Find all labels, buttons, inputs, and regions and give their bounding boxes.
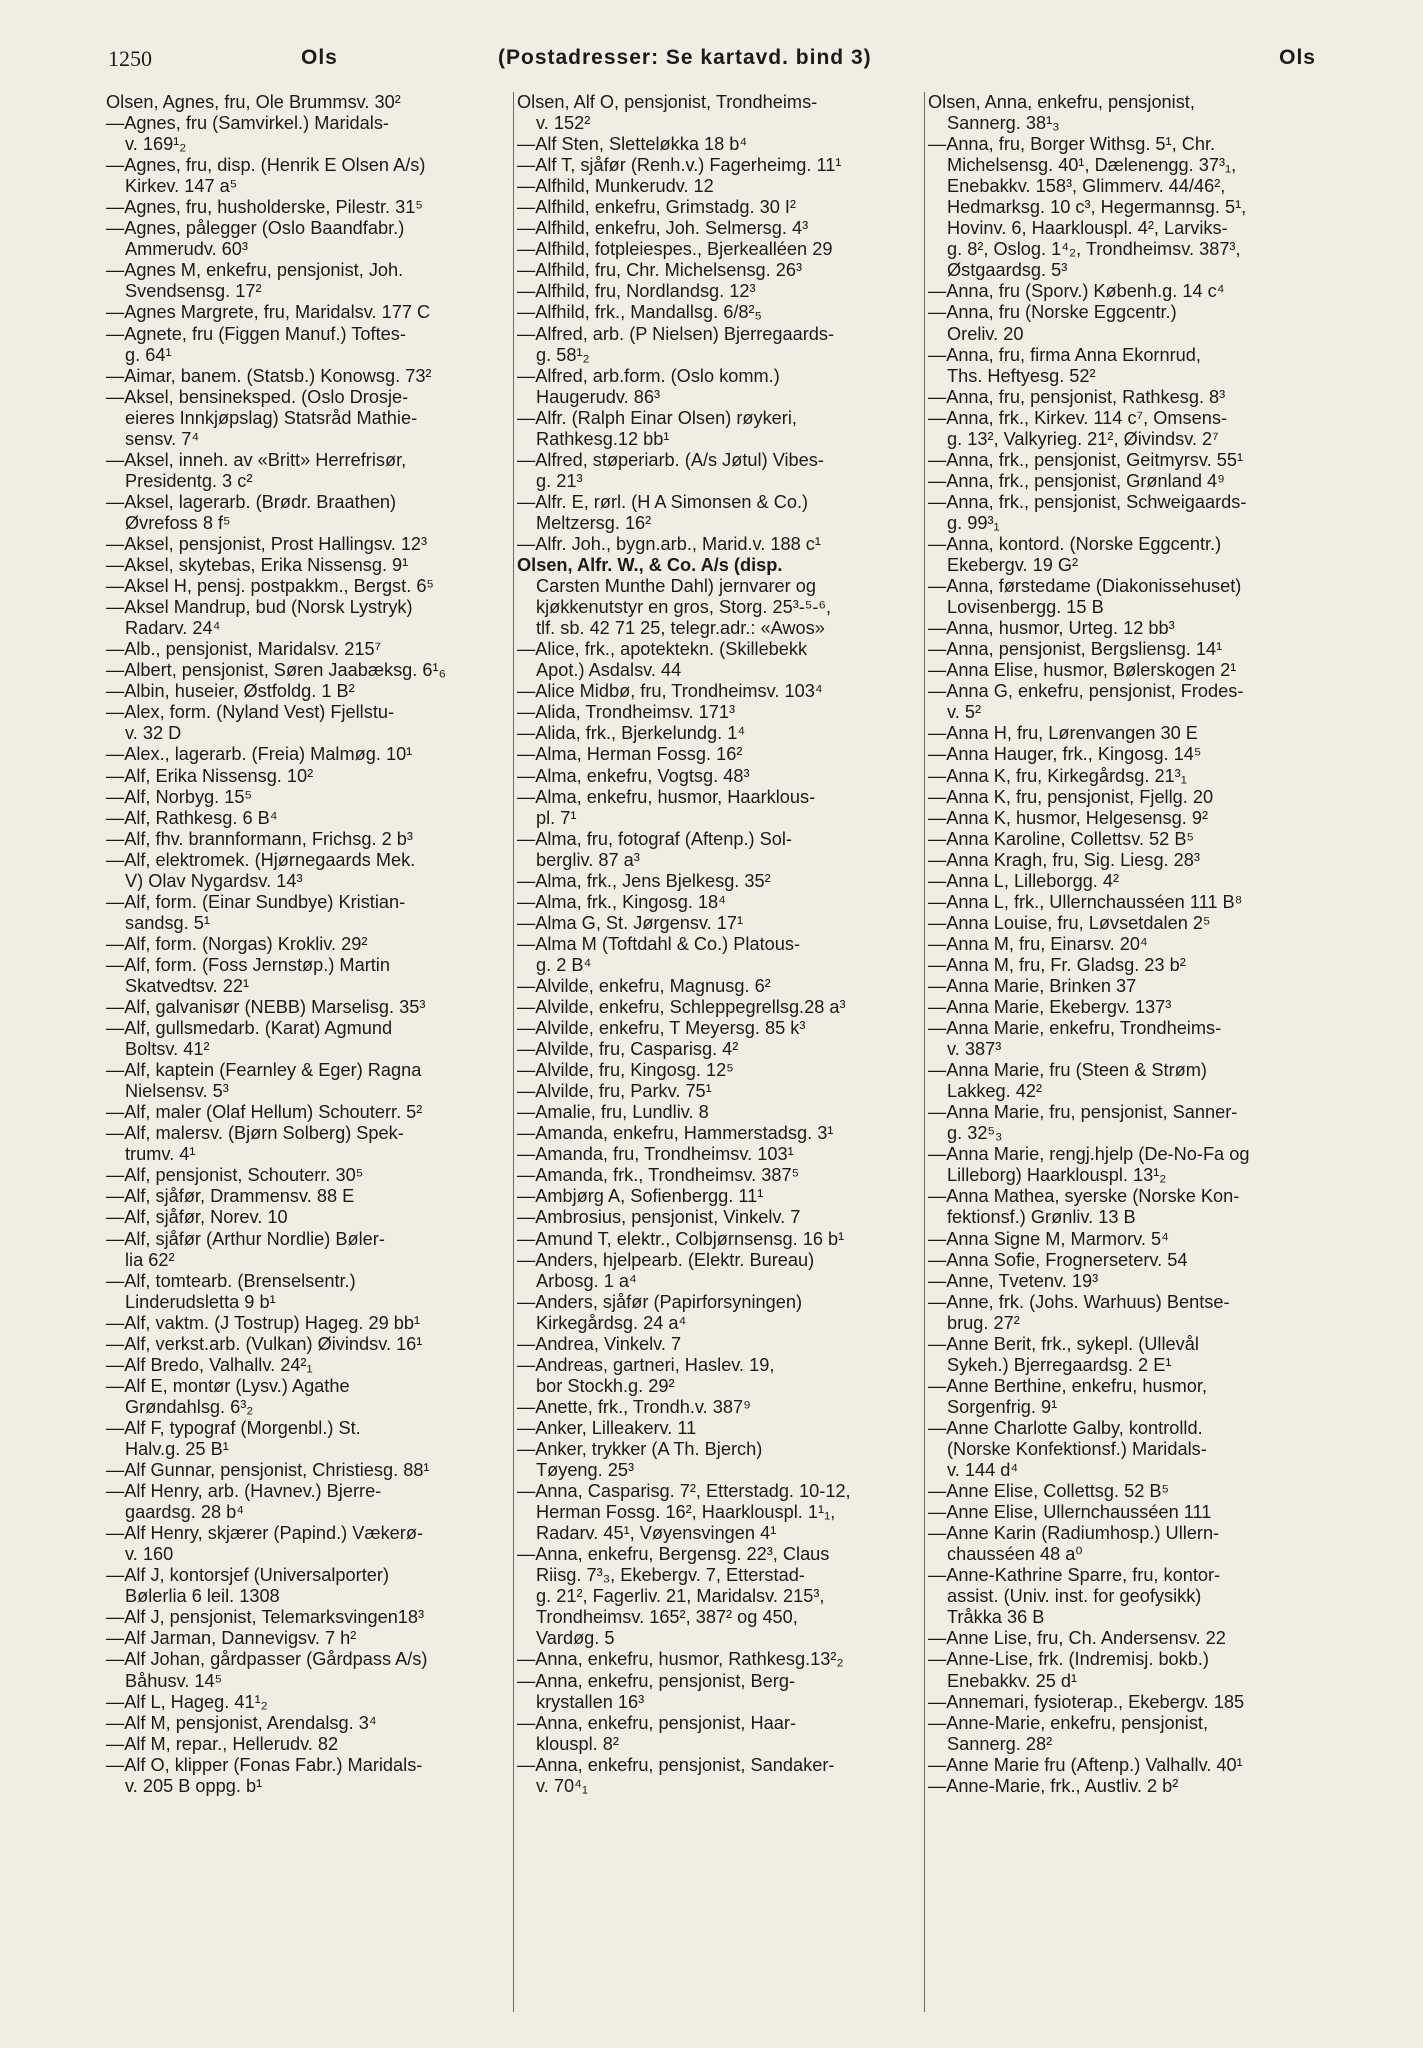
entry-continuation-line: fektionsf.) Grønliv. 13 B — [947, 1207, 1136, 1228]
entry-continuation-line: krystallen 16³ — [536, 1691, 645, 1712]
entry-continuation-line: Hovinv. 6, Haarklouspl. 4², Larviks- — [947, 218, 1228, 239]
directory-entry: —Alf Gunnar, pensjonist, Christiesg. 88¹ — [106, 1460, 430, 1481]
directory-entry: —Anna, fru, Borger Withsg. 5¹, Chr. — [928, 134, 1216, 155]
entry-continuation-line: V) Olav Nygardsv. 14³ — [125, 870, 303, 891]
entry-continuation-line: Meltzersg. 16² — [536, 512, 652, 533]
entry-continuation-line: Haugerudv. 86³ — [536, 386, 661, 407]
entry-continuation-line: v. 5² — [947, 702, 982, 723]
directory-entry: —Alf, sjåfør, Drammensv. 88 E — [106, 1186, 355, 1207]
directory-entry: —Ambjørg A, Sofienbergg. 11¹ — [517, 1186, 764, 1207]
directory-entry: —Alf, form. (Einar Sundbye) Kristian- — [106, 891, 406, 912]
entry-continuation-line: g. 99³₁ — [947, 512, 1000, 533]
directory-entry: —Alfhild, frk., Mandallsg. 6/8²₅ — [517, 302, 762, 323]
entry-continuation-line: Trondheimsv. 165², 387² og 450, — [536, 1607, 798, 1628]
directory-entry: —Alice Midbø, fru, Trondheimsv. 103⁴ — [517, 681, 823, 702]
directory-entry: —Anna Karoline, Collettsv. 52 B⁵ — [928, 828, 1195, 849]
directory-entry: —Aksel, pensjonist, Prost Hallingsv. 12³ — [106, 533, 428, 554]
directory-entry: —Alfhild, enkefru, Grimstadg. 30 I² — [517, 197, 796, 218]
directory-entry: —Alf J, kontorsjef (Universalporter) — [106, 1565, 389, 1586]
entry-continuation-line: Bølerlia 6 leil. 1308 — [125, 1586, 280, 1607]
entry-continuation-line: sensv. 7⁴ — [125, 428, 200, 449]
directory-entry: —Anders, hjelpearb. (Elektr. Bureau) — [517, 1249, 815, 1270]
directory-entry: —Alf, sjåfør, Norev. 10 — [106, 1207, 288, 1228]
directory-entry: —Anne-Kathrine Sparre, fru, kontor- — [928, 1565, 1221, 1586]
entry-continuation-line: Svendsensg. 17² — [125, 281, 262, 302]
directory-entry: —Aksel Mandrup, bud (Norsk Lystryk) — [106, 597, 413, 618]
directory-entry: —Amanda, frk., Trondheimsv. 387⁵ — [517, 1165, 800, 1186]
directory-entry: —Alf E, montør (Lysv.) Agathe — [106, 1375, 350, 1396]
directory-entry: —Alvilde, enkefru, Magnusg. 6² — [517, 975, 771, 996]
entry-continuation-line: Lakkeg. 42² — [947, 1081, 1043, 1102]
directory-entry: —Anna, frk., pensjonist, Geitmyrsv. 55¹ — [928, 449, 1244, 470]
column-1 — [106, 92, 510, 2022]
entry-continuation-line: g. 21³ — [536, 470, 583, 491]
directory-entry: —Alf T, sjåfør (Renh.v.) Fagerheimg. 11¹ — [517, 155, 842, 176]
directory-entry: —Alma, enkefru, Vogtsg. 48³ — [517, 765, 750, 786]
entry-continuation-line: Sannerg. 38¹₃ — [947, 113, 1060, 134]
entry-continuation-line: g. 58¹₂ — [536, 344, 590, 365]
entry-continuation-line: (Norske Konfektionsf.) Maridals- — [947, 1439, 1207, 1459]
entry-continuation-line: v. 387³ — [947, 1039, 1002, 1060]
directory-entry: —Anna, frk., pensjonist, Grønland 4⁹ — [928, 470, 1225, 491]
directory-entry: —Alf J, pensjonist, Telemarksvingen18³ — [106, 1607, 425, 1628]
directory-entry: —Alf, fhv. brannformann, Frichsg. 2 b³ — [106, 828, 413, 849]
directory-entry: —Alf, pensjonist, Schouterr. 30⁵ — [106, 1165, 364, 1186]
entry-continuation-line: v. 169¹₂ — [125, 134, 187, 155]
directory-entry: —Amanda, enkefru, Hammerstadsg. 3¹ — [517, 1123, 834, 1144]
entry-continuation-line: Sykeh.) Bjerregaardsg. 2 E¹ — [947, 1354, 1172, 1375]
entry-continuation-line: Båhusv. 14⁵ — [125, 1670, 223, 1691]
directory-entry: —Anna Marie, rengj.hjelp (De-No-Fa og — [928, 1144, 1250, 1165]
directory-entry: —Alvilde, enkefru, Schleppegrellsg.28 a³ — [517, 997, 846, 1018]
directory-entry: —Anne Lise, fru, Ch. Andersensv. 22 — [928, 1628, 1226, 1649]
entry-continuation-line: Linderudsletta 9 b¹ — [125, 1291, 276, 1312]
entry-continuation-line: Østgaardsg. 5³ — [947, 260, 1068, 281]
directory-entry: —Alf F, typograf (Morgenbl.) St. — [106, 1417, 361, 1438]
directory-entry: —Alfhild, enkefru, Joh. Selmersg. 4³ — [517, 218, 809, 239]
directory-entry: —Alfr. Joh., bygn.arb., Marid.v. 188 c¹ — [517, 533, 821, 554]
directory-entry: —Anna, fru (Norske Eggcentr.) — [928, 302, 1177, 323]
entry-continuation-line: lia 62² — [125, 1249, 175, 1270]
directory-entry: —Alma, frk., Kingosg. 18⁴ — [517, 891, 726, 912]
directory-entry: —Alf, malersv. (Bjørn Solberg) Spek- — [106, 1123, 404, 1144]
entry-continuation-line: v. 205 B oppg. b¹ — [125, 1775, 263, 1796]
entry-continuation-line: eieres Innkjøpslag) Statsråd Mathie- — [125, 407, 418, 428]
directory-entry: —Alfr. (Ralph Einar Olsen) røykeri, — [517, 407, 797, 428]
directory-entry: —Anna L, frk., Ullernchausséen 111 B⁸ — [928, 891, 1243, 912]
entry-continuation-line: bergliv. 87 a³ — [536, 849, 640, 870]
directory-entry: —Anne Elise, Collettsg. 52 B⁵ — [928, 1481, 1170, 1502]
directory-entry: —Anette, frk., Trondh.v. 387⁹ — [517, 1396, 751, 1417]
entry-continuation-line: v. 70⁴₁ — [536, 1775, 589, 1796]
entry-continuation-line: v. 152² — [536, 113, 591, 134]
directory-entry: —Aimar, banem. (Statsb.) Konowsg. 73² — [106, 365, 432, 386]
directory-entry: —Anna M, fru, Fr. Gladsg. 23 b² — [928, 954, 1186, 975]
entry-continuation-line: kjøkkenutstyr en gros, Storg. 25³-⁵-⁶, — [536, 597, 832, 618]
directory-entry: —Andreas, gartneri, Haslev. 19, — [517, 1354, 775, 1375]
page-number: 1250 — [108, 46, 152, 71]
directory-entry: —Alf Johan, gårdpasser (Gårdpass A/s) — [106, 1649, 428, 1670]
directory-entry: —Alf, form. (Foss Jernstøp.) Martin — [106, 954, 390, 975]
entry-continuation-line: Skatvedtsv. 22¹ — [125, 975, 249, 996]
directory-entry: —Agnes, fru, husholderske, Pilestr. 31⁵ — [106, 197, 423, 218]
directory-entry: Olsen, Anna, enkefru, pensjonist, — [928, 92, 1195, 112]
entry-continuation-line: g. 32⁵₃ — [947, 1123, 1003, 1144]
directory-entry: —Alf Sten, Sletteløkka 18 b⁴ — [517, 134, 748, 155]
header-keyword-right: Ols — [1279, 46, 1316, 69]
directory-entry: —Alma, fru, fotograf (Aftenp.) Sol- — [517, 828, 792, 849]
directory-entry: —Alf Henry, arb. (Havnev.) Bjerre- — [106, 1481, 382, 1502]
directory-entry: —Anne Berit, frk., sykepl. (Ullevål — [928, 1333, 1199, 1354]
directory-entry: —Alfred, arb. (P Nielsen) Bjerregaards- — [517, 323, 835, 344]
directory-entry: —Anna, enkefru, pensjonist, Berg- — [517, 1670, 796, 1691]
entry-continuation-line: Hedmarksg. 10 c³, Hegermannsg. 5¹, — [947, 197, 1247, 218]
entry-continuation-line: Oreliv. 20 — [947, 323, 1024, 344]
directory-entry: —Alf M, pensjonist, Arendalsg. 3⁴ — [106, 1712, 377, 1733]
directory-entry: —Anna, fru, pensjonist, Rathkesg. 8³ — [928, 386, 1226, 407]
directory-entry: —Alice, frk., apotektekn. (Skillebekk — [517, 639, 808, 660]
directory-entry: —Alf, maler (Olaf Hellum) Schouterr. 5² — [106, 1102, 423, 1123]
column-2 — [517, 92, 921, 2022]
directory-entry: —Anna, enkefru, pensjonist, Haar- — [517, 1712, 797, 1733]
directory-entry: —Alma M (Toftdahl & Co.) Platous- — [517, 933, 801, 954]
directory-entry: —Anker, trykker (A Th. Bjerch) — [517, 1439, 763, 1459]
directory-entry: —Alf, form. (Norgas) Krokliv. 29² — [106, 933, 368, 954]
entry-continuation-line: Radarv. 24⁴ — [125, 618, 221, 639]
directory-entry: —Agnete, fru (Figgen Manuf.) Toftes- — [106, 323, 406, 344]
directory-entry: Olsen, Alf O, pensjonist, Trondheims- — [517, 92, 818, 112]
entry-continuation-line: Grøndahlsg. 6³₂ — [125, 1396, 254, 1417]
directory-entry: —Alfred, støperiarb. (A/s Jøtul) Vibes- — [517, 449, 824, 470]
directory-entry: —Alf, galvanisør (NEBB) Marselisg. 35³ — [106, 997, 426, 1018]
directory-entry: —Anna Marie, fru, pensjonist, Sanner- — [928, 1102, 1238, 1123]
directory-entry: —Anna Marie, Ekebergv. 137³ — [928, 997, 1172, 1018]
header-keyword-left: Ols — [301, 46, 338, 69]
header-postal-note: (Postadresser: Se kartavd. bind 3) — [498, 46, 872, 69]
entry-continuation-line: v. 144 d⁴ — [947, 1460, 1019, 1481]
directory-entry: —Anna Signe M, Marmorv. 5⁴ — [928, 1228, 1169, 1249]
entry-continuation-line: g. 64¹ — [125, 344, 172, 365]
directory-entry: —Anne Charlotte Galby, kontrolld. — [928, 1417, 1203, 1438]
entry-continuation-line: Kirkev. 147 a⁵ — [125, 176, 238, 197]
directory-entry: —Anna, fru, firma Anna Ekornrud, — [928, 344, 1201, 365]
directory-entry: —Anne, Tvetenv. 19³ — [928, 1270, 1099, 1291]
directory-entry: —Albert, pensjonist, Søren Jaabæksg. 6¹₆ — [106, 660, 446, 681]
directory-entry: —Alida, frk., Bjerkelundg. 1⁴ — [517, 723, 746, 744]
directory-entry: —Alf, Rathkesg. 6 B⁴ — [106, 807, 278, 828]
entry-continuation-line: klouspl. 8² — [536, 1733, 619, 1754]
directory-entry: —Anna G, enkefru, pensjonist, Frodes- — [928, 681, 1244, 702]
entry-continuation-line: Nielsensv. 5³ — [125, 1081, 229, 1102]
entry-continuation-line: g. 2 B⁴ — [536, 954, 592, 975]
directory-entry: —Anna, førstedame (Diakonissehuset) — [928, 576, 1242, 597]
directory-entry: —Aksel, lagerarb. (Brødr. Braathen) — [106, 491, 397, 512]
entry-continuation-line: g. 21², Fagerliv. 21, Maridalsv. 215³, — [536, 1586, 825, 1607]
directory-entry: —Aksel H, pensj. postpakkm., Bergst. 6⁵ — [106, 576, 434, 597]
directory-entry: —Anna, enkefru, husmor, Rathkesg.13²₂ — [517, 1649, 844, 1670]
entry-continuation-line: Tøyeng. 25³ — [536, 1460, 635, 1481]
directory-entry: —Agnes, fru (Samvirkel.) Maridals- — [106, 113, 389, 134]
directory-entry: —Alf, verkst.arb. (Vulkan) Øivindsv. 16¹ — [106, 1333, 423, 1354]
entry-continuation-line: v. 160 — [125, 1544, 174, 1565]
directory-entry: —Anker, Lilleakerv. 11 — [517, 1417, 697, 1438]
entry-continuation-line: sandsg. 5¹ — [125, 912, 210, 933]
directory-entry: —Amalie, fru, Lundliv. 8 — [517, 1102, 709, 1123]
directory-entry: —Anna, frk., Kirkev. 114 c⁷, Omsens- — [928, 407, 1228, 428]
directory-entry: —Anna, Casparisg. 7², Etterstadg. 10-12, — [517, 1481, 851, 1502]
entry-continuation-line: Boltsv. 41² — [125, 1039, 210, 1060]
directory-entry: —Alvilde, fru, Parkv. 75¹ — [517, 1081, 712, 1102]
directory-entry: —Alf Bredo, Valhallv. 24²₁ — [106, 1354, 313, 1375]
entry-continuation-line: Sannerg. 28² — [947, 1733, 1053, 1754]
entry-continuation-line: Lovisenbergg. 15 B — [947, 597, 1104, 618]
directory-entry: —Anna Elise, husmor, Bølerskogen 2¹ — [928, 660, 1237, 681]
directory-entry: —Anna, frk., pensjonist, Schweigaards- — [928, 491, 1247, 512]
directory-entry: —Anne Karin (Radiumhosp.) Ullern- — [928, 1523, 1220, 1544]
directory-entry: —Anna Hauger, frk., Kingosg. 14⁵ — [928, 744, 1202, 765]
directory-entry: —Anna K, fru, pensjonist, Fjellg. 20 — [928, 786, 1214, 807]
entry-continuation-line: Tråkka 36 B — [947, 1607, 1045, 1628]
directory-entry: —Anna Sofie, Frognerseterv. 54 — [928, 1249, 1188, 1270]
directory-entry: —Anna, enkefru, Bergensg. 22³, Claus — [517, 1544, 830, 1565]
directory-entry: —Anna, husmor, Urteg. 12 bb³ — [928, 618, 1175, 639]
directory-entry: —Alf Henry, skjærer (Papind.) Vækerø- — [106, 1523, 424, 1544]
entry-continuation-line: chausséen 48 a⁰ — [947, 1544, 1083, 1565]
column-divider — [513, 92, 514, 2012]
directory-entry: —Alf, kaptein (Fearnley & Eger) Ragna — [106, 1060, 422, 1081]
directory-entry: —Anne, frk. (Johs. Warhuus) Bentse- — [928, 1291, 1230, 1312]
directory-entry: —Alvilde, fru, Casparisg. 4² — [517, 1039, 739, 1060]
entry-continuation-line: Carsten Munthe Dahl) jernvarer og — [536, 576, 817, 597]
entry-continuation-line: Enebakkv. 158³, Glimmerv. 44/46², — [947, 176, 1226, 197]
directory-entry: Olsen, Agnes, fru, Ole Brummsv. 30² — [106, 92, 401, 112]
entry-continuation-line: Presidentg. 3 c² — [125, 470, 253, 491]
directory-entry: —Alma G, St. Jørgensv. 17¹ — [517, 912, 744, 933]
directory-entry: —Alex., lagerarb. (Freia) Malmøg. 10¹ — [106, 744, 413, 765]
directory-entry: —Anna Mathea, syerske (Norske Kon- — [928, 1186, 1240, 1207]
directory-entry: —Anna Marie, Brinken 37 — [928, 975, 1137, 996]
entry-continuation-line: g. 13², Valkyrieg. 21², Øivindsv. 2⁷ — [947, 428, 1219, 449]
directory-entry: —Anna Kragh, fru, Sig. Liesg. 28³ — [928, 849, 1200, 870]
directory-entry: —Anne-Marie, enkefru, pensjonist, — [928, 1712, 1209, 1733]
directory-entry: —Anna Marie, fru (Steen & Strøm) — [928, 1060, 1207, 1081]
directory-entry: —Anne Marie fru (Aftenp.) Valhallv. 40¹ — [928, 1754, 1243, 1775]
entry-continuation-line: Herman Fossg. 16², Haarklouspl. 1¹₁, — [536, 1502, 836, 1523]
directory-entry: —Alex, form. (Nyland Vest) Fjellstu- — [106, 702, 395, 723]
directory-entry: —Agnes Margrete, fru, Maridalsv. 177 C — [106, 302, 431, 323]
directory-entry: —Alb., pensjonist, Maridalsv. 215⁷ — [106, 639, 382, 660]
entry-continuation-line: Øvrefoss 8 f⁵ — [125, 512, 231, 533]
directory-entry: —Amanda, fru, Trondheimsv. 103¹ — [517, 1144, 794, 1165]
directory-entry: —Alfhild, Munkerudv. 12 — [517, 176, 714, 197]
directory-entry: —Alfhild, fotpleiespes., Bjerkealléen 29 — [517, 239, 833, 260]
directory-entry: —Alvilde, enkefru, T Meyersg. 85 k³ — [517, 1018, 806, 1039]
directory-entry: —Alf, Erika Nissensg. 10² — [106, 765, 314, 786]
entry-continuation-line: Michelsensg. 40¹, Dælenengg. 37³₁, — [947, 155, 1237, 176]
entry-continuation-line: tlf. sb. 42 71 25, telegr.adr.: «Awos» — [536, 618, 825, 639]
entry-continuation-line: g. 8², Oslog. 1⁴₂, Trondheimsv. 387³, — [947, 239, 1241, 260]
directory-entry: —Alf O, klipper (Fonas Fabr.) Maridals- — [106, 1754, 423, 1775]
directory-entry: —Annemari, fysioterap., Ekebergv. 185 — [928, 1691, 1245, 1712]
directory-entry: —Anna Marie, enkefru, Trondheims- — [928, 1018, 1222, 1039]
entry-continuation-line: gaardsg. 28 b⁴ — [125, 1502, 245, 1523]
directory-entry: —Agnes M, enkefru, pensjonist, Joh. — [106, 260, 404, 281]
directory-entry: —Anna M, fru, Einarsv. 20⁴ — [928, 933, 1148, 954]
directory-entry: —Agnes, fru, disp. (Henrik E Olsen A/s) — [106, 155, 426, 176]
page-header — [108, 46, 1316, 80]
directory-entry: —Albin, huseier, Østfoldg. 1 B² — [106, 681, 355, 702]
entry-continuation-line: Kirkegårdsg. 24 a⁴ — [536, 1312, 687, 1333]
directory-entry: —Anders, sjåfør (Papirforsyningen) — [517, 1291, 803, 1312]
directory-entry: —Anna, fru (Sporv.) Københ.g. 14 c⁴ — [928, 281, 1225, 302]
entry-continuation-line: Arbosg. 1 a⁴ — [536, 1270, 637, 1291]
directory-entry: —Alf M, repar., Hellerudv. 82 — [106, 1733, 339, 1754]
directory-entry: —Alf, tomtearb. (Brenselsentr.) — [106, 1270, 356, 1291]
directory-entry: —Alf, elektromek. (Hjørnegaards Mek. — [106, 849, 416, 870]
entry-continuation-line: assist. (Univ. inst. for geofysikk) — [947, 1586, 1202, 1607]
entry-continuation-line: Halv.g. 25 B¹ — [125, 1439, 229, 1459]
directory-entry: —Anne-Lise, frk. (Indremisj. bokb.) — [928, 1649, 1209, 1670]
entry-continuation-line: Ammerudv. 60³ — [125, 239, 248, 260]
entry-continuation-line: Lilleborg) Haarklouspl. 13¹₂ — [947, 1165, 1167, 1186]
directory-entry: —Alf, Norbyg. 15⁵ — [106, 786, 253, 807]
directory-entry: —Alf, vaktm. (J Tostrup) Hageg. 29 bb¹ — [106, 1312, 421, 1333]
directory-entry: —Aksel, inneh. av «Britt» Herrefrisør, — [106, 449, 407, 470]
directory-entry: —Alfred, arb.form. (Oslo komm.) — [517, 365, 780, 386]
directory-entry: —Anne Elise, Ullernchausséen 111 — [928, 1502, 1212, 1523]
entry-continuation-line: bor Stockh.g. 29² — [536, 1375, 675, 1396]
directory-entry: Olsen, Alfr. W., & Co. A/s (disp. — [517, 555, 783, 576]
directory-entry: —Alf, gullsmedarb. (Karat) Agmund — [106, 1018, 393, 1039]
directory-entry: —Alf, sjåfør (Arthur Nordlie) Bøler- — [106, 1228, 385, 1249]
directory-entry: —Ambrosius, pensjonist, Vinkelv. 7 — [517, 1207, 801, 1228]
directory-entry: —Anna Louise, fru, Løvsetdalen 2⁵ — [928, 912, 1211, 933]
directory-entry: —Amund T, elektr., Colbjørnsensg. 16 b¹ — [517, 1228, 845, 1249]
directory-entry: —Agnes, pålegger (Oslo Baandfabr.) — [106, 218, 405, 239]
entry-continuation-line: pl. 7¹ — [536, 807, 577, 828]
entry-continuation-line: Ekebergv. 19 G² — [947, 555, 1079, 576]
column-divider — [924, 92, 925, 2012]
directory-entry: —Alida, Trondheimsv. 171³ — [517, 702, 736, 723]
entry-continuation-line: Riisg. 7³₃, Ekebergv. 7, Etterstad- — [536, 1565, 805, 1586]
entry-continuation-line: Sorgenfrig. 9¹ — [947, 1396, 1058, 1417]
directory-entry: —Anne Berthine, enkefru, husmor, — [928, 1375, 1208, 1396]
entry-continuation-line: Ths. Heftyesg. 52² — [947, 365, 1096, 386]
column-3 — [928, 92, 1332, 2022]
directory-entry: —Alma, enkefru, husmor, Haarklous- — [517, 786, 816, 807]
directory-entry: —Anna, enkefru, pensjonist, Sandaker- — [517, 1754, 835, 1775]
entry-continuation-line: Enebakkv. 25 d¹ — [947, 1670, 1078, 1691]
directory-entry: —Alvilde, fru, Kingosg. 12⁵ — [517, 1060, 734, 1081]
directory-entry: —Alfhild, fru, Nordlandsg. 12³ — [517, 281, 756, 302]
directory-entry: —Alfr. E, rørl. (H A Simonsen & Co.) — [517, 491, 809, 512]
directory-entry: —Anna, kontord. (Norske Eggcentr.) — [928, 533, 1222, 554]
directory-entry: —Alma, frk., Jens Bjelkesg. 35² — [517, 870, 771, 891]
entry-continuation-line: v. 32 D — [125, 723, 182, 744]
entry-continuation-line: trumv. 4¹ — [125, 1144, 196, 1165]
directory-entry: —Anna K, husmor, Helgesensg. 9² — [928, 807, 1209, 828]
directory-entry: —Alma, Herman Fossg. 16² — [517, 744, 743, 765]
directory-entry: —Aksel, bensineksped. (Oslo Drosje- — [106, 386, 409, 407]
directory-entry: —Anne-Marie, frk., Austliv. 2 b² — [928, 1775, 1179, 1796]
directory-entry: —Aksel, skytebas, Erika Nissensg. 9¹ — [106, 555, 409, 576]
entry-continuation-line: Rathkesg.12 bb¹ — [536, 428, 670, 449]
directory-entry: —Andrea, Vinkelv. 7 — [517, 1333, 682, 1354]
entry-continuation-line: Apot.) Asdalsv. 44 — [536, 660, 682, 681]
directory-entry: —Anna, pensjonist, Bergsliensg. 14¹ — [928, 639, 1223, 660]
directory-entry: —Anna K, fru, Kirkegårdsg. 21³₁ — [928, 765, 1187, 786]
directory-entry: —Alf L, Hageg. 41¹₂ — [106, 1691, 268, 1712]
directory-entry: —Anna H, fru, Lørenvangen 30 E — [928, 723, 1198, 744]
entry-continuation-line: Vardøg. 5 — [536, 1628, 615, 1649]
directory-entry: —Anna L, Lilleborgg. 4² — [928, 870, 1120, 891]
entry-continuation-line: brug. 27² — [947, 1312, 1020, 1333]
entry-continuation-line: Radarv. 45¹, Vøyensvingen 4¹ — [536, 1523, 777, 1544]
directory-entry: —Alfhild, fru, Chr. Michelsensg. 26³ — [517, 260, 803, 281]
directory-entry: —Alf Jarman, Dannevigsv. 7 h² — [106, 1628, 357, 1649]
